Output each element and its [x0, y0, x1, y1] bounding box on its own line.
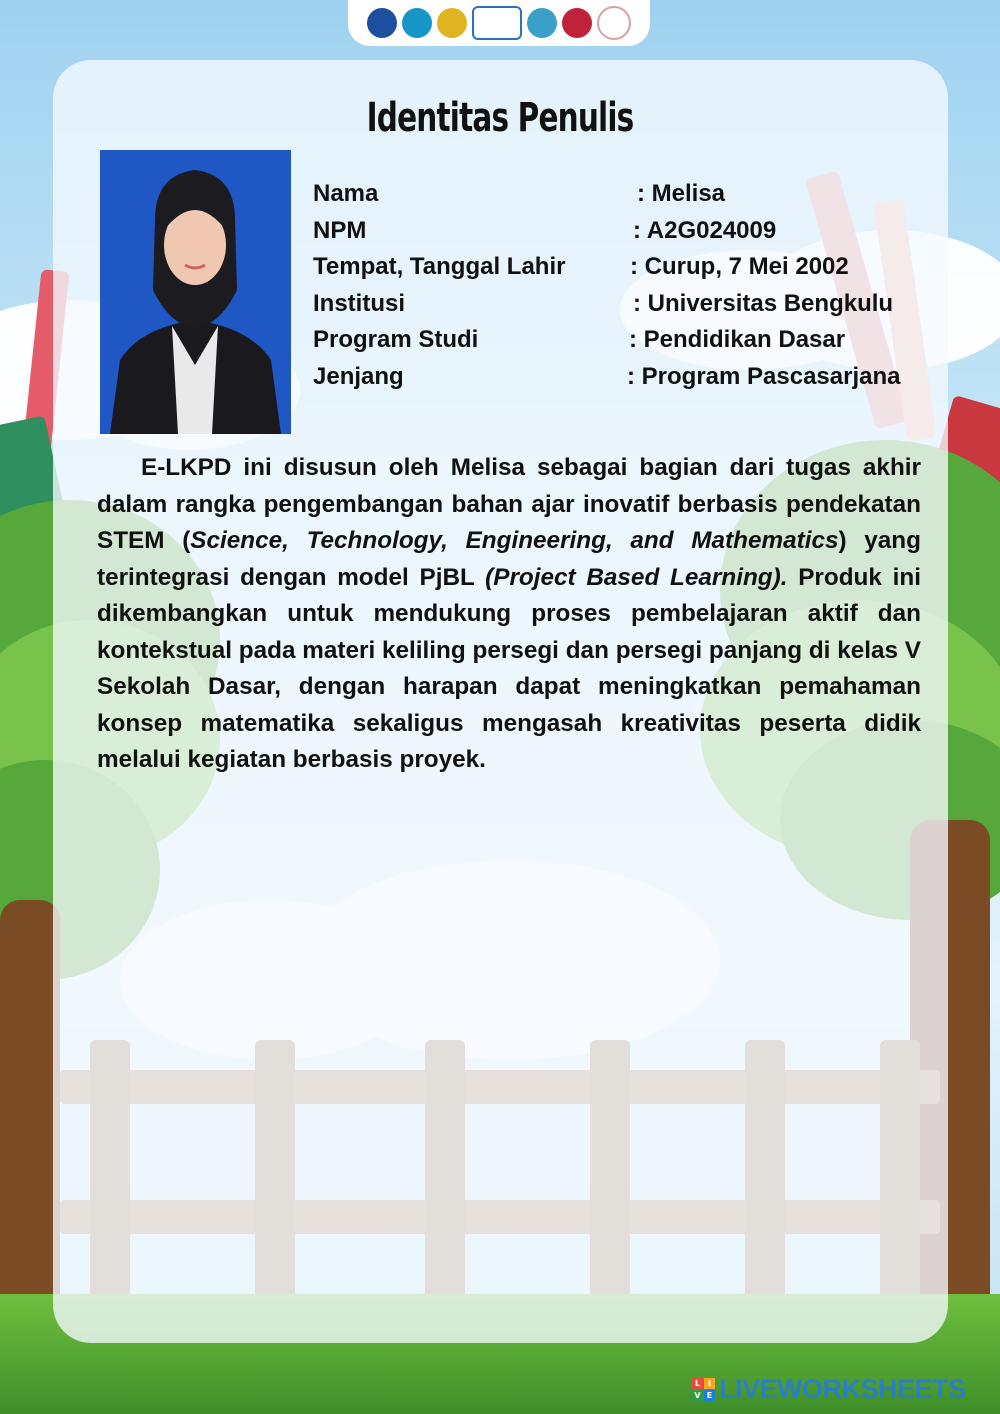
liveworksheets-icon-letter: I — [704, 1378, 715, 1389]
author-photo — [100, 150, 291, 434]
identity-value: : Pendidikan Dasar — [629, 326, 846, 354]
logo-bar — [348, 0, 650, 46]
identity-value: : A2G024009 — [633, 216, 777, 244]
identity-label: Institusi — [313, 289, 406, 317]
identity-row — [313, 217, 953, 254]
identity-value: : Universitas Bengkulu — [633, 289, 894, 317]
lamdik-logo — [562, 8, 592, 38]
identity-table — [313, 180, 953, 400]
description-paragraph — [97, 450, 921, 779]
liveworksheets-text: LIVEWORKSHEETS — [719, 1374, 966, 1404]
tut-wuri-handayani-logo — [367, 8, 397, 38]
tree-trunk — [0, 900, 60, 1320]
acquin-logo — [597, 6, 631, 40]
identity-value: : Program Pascasarjana — [627, 362, 901, 390]
s2-logo — [527, 8, 557, 38]
identity-label: Tempat, Tanggal Lahir — [313, 253, 566, 281]
identity-row — [313, 326, 953, 363]
liveworksheets-icon-letter: V — [692, 1390, 703, 1401]
liveworksheets-icon — [692, 1378, 715, 1401]
paragraph-text: E-LKPD ini disusun oleh Melisa sebagai bagian dari tugas akhir dalam rangka pengembangan bahan ajar inovatif berbasis pendekatan STEM ( — [97, 454, 921, 554]
identity-value: : Melisa — [637, 180, 726, 207]
paragraph-italic-text: Science, Technology, Engineering, and Mathematics — [190, 527, 839, 554]
identity-label: NPM — [313, 216, 367, 244]
identity-row — [313, 253, 953, 290]
liveworksheets-watermark[interactable] — [692, 1374, 966, 1405]
paragraph-text: Produk ini dikembangkan untuk mendukung proses pembelajaran aktif dan kontekstual pada materi keliling persegi dan persegi panjang di kelas V Sekolah Dasar, dengan harapan dapat meningkatkan pemahaman konsep matematika sekaligus mengasah kreativitas peserta didik melalui kegiatan berbasis proyek. — [97, 563, 921, 773]
identity-row — [313, 180, 953, 217]
university-emblem-logo — [437, 8, 467, 38]
liveworksheets-icon-letter: L — [692, 1378, 703, 1389]
blu-logo — [402, 8, 432, 38]
paragraph-text: ) yang terintegrasi dengan model PjBL — [97, 527, 921, 591]
identity-row — [313, 363, 953, 400]
paragraph-italic-text: (Project Based Learning). — [485, 563, 788, 591]
page-title: Identitas Penulis — [366, 95, 634, 141]
kampus-merdeka-logo — [472, 6, 522, 40]
identity-value: : Curup, 7 Mei 2002 — [630, 253, 849, 281]
identity-label: Jenjang — [313, 362, 404, 390]
identity-row — [313, 290, 953, 327]
liveworksheets-icon-letter: E — [704, 1390, 715, 1401]
author-portrait-illustration — [100, 150, 291, 434]
identity-label: Program Studi — [313, 326, 479, 354]
identity-label: Nama — [313, 180, 379, 207]
